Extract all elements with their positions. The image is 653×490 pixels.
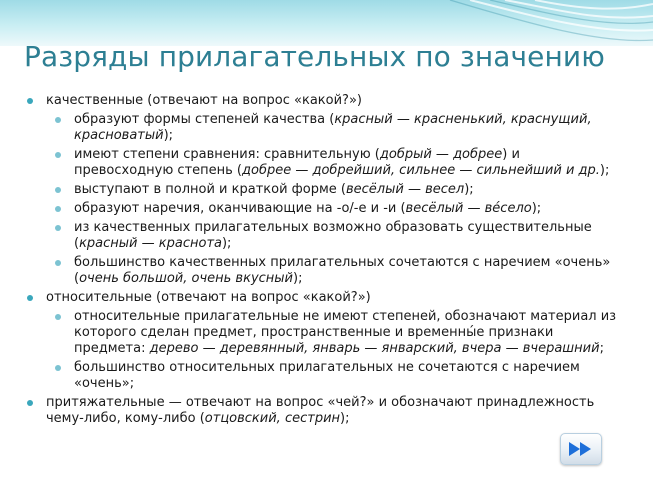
sub-list-item: образуют формы степеней качества (красный — красненький, краснущий, красноватый); [22, 112, 620, 144]
next-slide-button[interactable] [560, 433, 602, 465]
list-item: качественные (отвечают на вопрос «какой?») [22, 93, 620, 109]
sub-list-item: имеют степени сравнения: сравнительную (добрый — добрее) и превосходную степень (добрее — добрейший, сильнее — сильнейший и др.); [22, 147, 620, 179]
sub-list-item: из качественных прилагательных возможно образовать существительные (красный — краснота); [22, 220, 620, 252]
content-list [22, 93, 620, 430]
sub-list-item: выступают в полной и краткой форме (весёлый — весел); [22, 182, 620, 198]
sub-list-item: относительные прилагательные не имеют степеней, обозначают материал из которого сделан предмет, пространственные и временны́е признаки предмета: дерево — деревянный, январь — январский, вчера — вчерашний; [22, 309, 620, 357]
list-item: относительные (отвечают на вопрос «какой?») [22, 290, 620, 306]
slide-title: Разряды прилагательных по значению [24, 40, 605, 73]
sub-list-item: большинство качественных прилагательных сочетаются с наречием «очень» (очень большой, очень вкусный); [22, 255, 620, 287]
list-item: притяжательные — отвечают на вопрос «чей?» и обозначают принадлежность чему-либо, кому-либо (отцовский, сестрин); [22, 395, 620, 427]
sub-list-item: большинство относительных прилагательных не сочетаются с наречием «очень»; [22, 360, 620, 392]
double-arrow-right-icon [568, 440, 594, 458]
sub-list-item: образуют наречия, оканчивающие на -о/-е и -и (весёлый — ве́село); [22, 201, 620, 217]
